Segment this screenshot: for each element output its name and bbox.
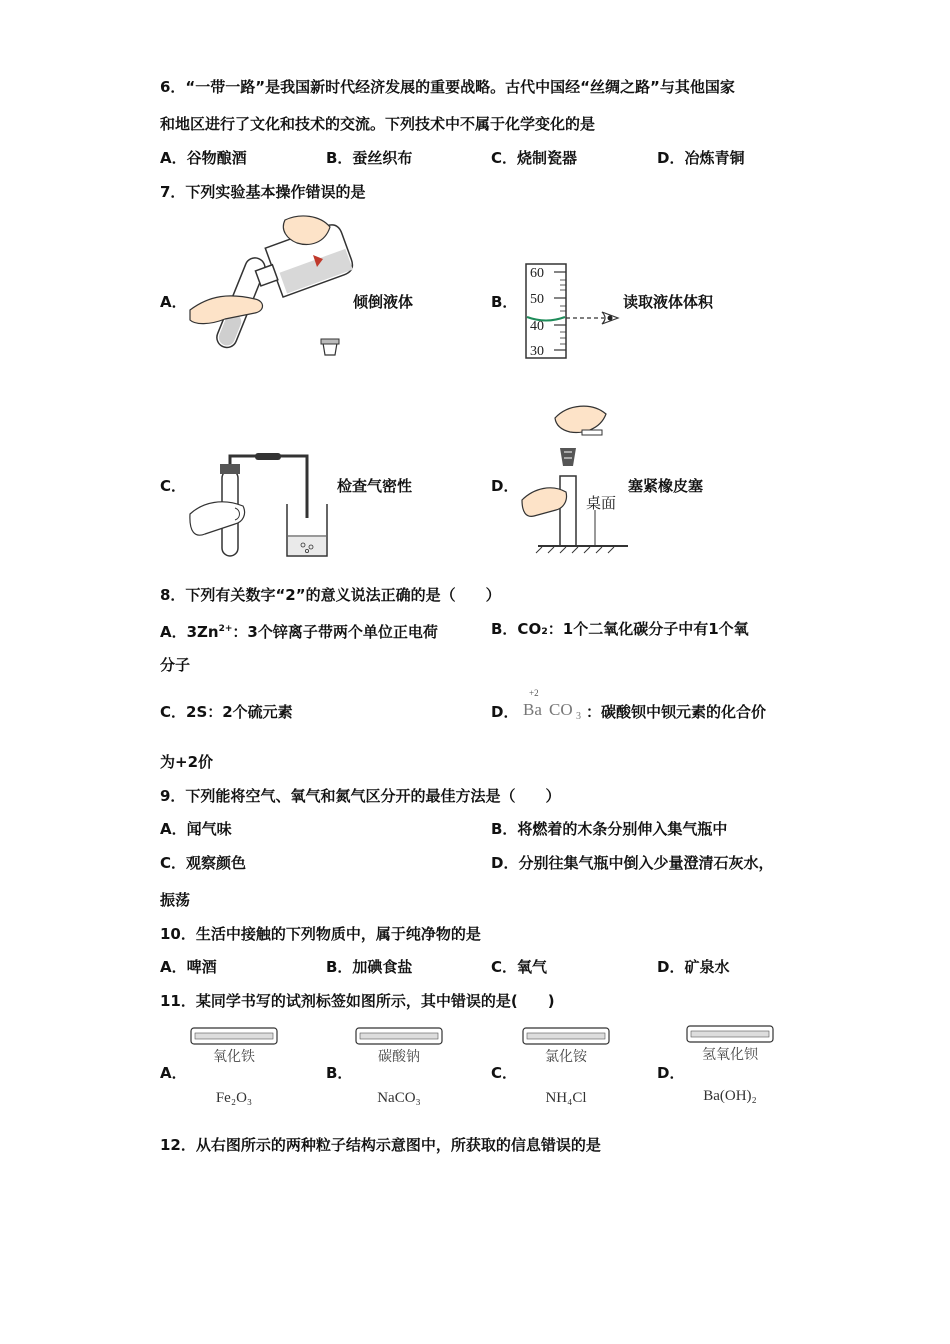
q6-stem-line2: 和地区进行了文化和技术的交流。下列技术中不属于化学变化的是 xyxy=(160,115,596,133)
reagent-label-c xyxy=(522,1027,612,1113)
q6-option-b: B．蚕丝织布 xyxy=(326,149,413,167)
q8-option-d-letter: D． xyxy=(491,703,519,721)
q8-option-c: C．2S：2个硫元素 xyxy=(160,703,293,721)
q7-option-d-caption: 塞紧橡皮塞 xyxy=(628,477,704,495)
q9-option-b: B．将燃着的木条分别伸入集气瓶中 xyxy=(491,820,728,838)
q8-option-b-cont: 分子 xyxy=(160,656,191,674)
reagent-formula-c: NH₄Cl xyxy=(545,1090,587,1106)
q8-stem: 8．下列有关数字“2”的意义说法正确的是（ ） xyxy=(160,586,501,604)
pouring-liquid-figure xyxy=(185,215,355,360)
q10-stem: 10．生活中接触的下列物质中，属于纯净物的是 xyxy=(160,925,481,943)
graduated-cylinder-figure xyxy=(520,262,625,362)
q6-option-c: C．烧制瓷器 xyxy=(491,149,578,167)
q7-option-c-caption: 检查气密性 xyxy=(337,477,413,495)
reagent-name-c: 氯化铵 xyxy=(545,1049,587,1065)
q10-option-c: C．氧气 xyxy=(491,958,548,976)
reagent-formula-d: Ba(OH)₂ xyxy=(703,1088,757,1104)
q11-label-d-letter: D． xyxy=(657,1064,685,1082)
cylinder-tick-30: 30 xyxy=(530,344,544,359)
q8-option-d-cont: 为+2价 xyxy=(160,753,214,771)
q9-option-a: A．闻气味 xyxy=(160,820,232,838)
q12-stem: 12．从右图所示的两种粒子结构示意图中，所获取的信息错误的是 xyxy=(160,1136,601,1154)
q6-stem-line1: 6．“一带一路”是我国新时代经济发展的重要战略。古代中国经“丝绸之路”与其他国家 xyxy=(160,78,735,96)
q11-label-a-letter: A． xyxy=(160,1064,187,1082)
q8-option-d-valence: +2 xyxy=(529,688,539,698)
q8-option-d-co: CO xyxy=(549,700,573,719)
q8-option-a-text: ：3个锌离子带两个单位正电荷 xyxy=(232,623,438,641)
q8-option-a-formula: 3Zn xyxy=(186,623,219,641)
q11-label-c-letter: C． xyxy=(491,1064,518,1082)
q7-stem: 7．下列实验基本操作错误的是 xyxy=(160,183,366,201)
q7-option-b-letter: B． xyxy=(491,293,518,311)
q8-option-a-letter: A． xyxy=(160,623,187,641)
reagent-label-a xyxy=(190,1027,280,1113)
reagent-name-b: 碳酸钠 xyxy=(378,1049,420,1065)
q8-option-a xyxy=(160,619,438,642)
reagent-name-d: 氢氧化钡 xyxy=(702,1047,758,1063)
reagent-label-d xyxy=(686,1025,776,1111)
q7-option-d-letter: D． xyxy=(491,477,519,495)
q7-option-a-letter: A． xyxy=(160,293,187,311)
cylinder-tick-40: 40 xyxy=(530,319,544,334)
q9-option-c: C．观察颜色 xyxy=(160,854,247,872)
q9-stem: 9．下列能将空气、氧气和氮气区分开的最佳方法是（ ） xyxy=(160,787,561,805)
q10-option-a: A．啤酒 xyxy=(160,958,217,976)
q11-stem: 11．某同学书写的试剂标签如图所示，其中错误的是( ) xyxy=(160,992,555,1010)
q8-option-d-sub: 3 xyxy=(576,711,581,722)
q9-option-d: D．分别往集气瓶中倒入少量澄清石灰水， xyxy=(491,854,774,872)
q11-label-b-letter: B． xyxy=(326,1064,353,1082)
q7-option-a-caption: 倾倒液体 xyxy=(353,293,414,311)
q7-option-c-letter: C． xyxy=(160,477,187,495)
stopper-insertion-figure xyxy=(520,400,630,550)
cylinder-tick-50: 50 xyxy=(530,292,544,307)
q6-option-a: A．谷物酿酒 xyxy=(160,149,247,167)
q8-option-a-charge: 2+ xyxy=(218,624,233,634)
cylinder-tick-60: 60 xyxy=(530,266,544,281)
desk-label: 桌面 xyxy=(586,494,617,512)
q10-option-b: B．加碘食盐 xyxy=(326,958,413,976)
reagent-formula-b: NaCO₃ xyxy=(377,1090,421,1106)
reagent-formula-a: Fe₂O₃ xyxy=(215,1090,253,1106)
airtightness-check-figure xyxy=(185,448,335,560)
q7-option-b-caption: 读取液体体积 xyxy=(623,293,714,311)
q8-option-d-ba: Ba xyxy=(523,700,542,719)
q8-option-b: B．CO₂：1个二氧化碳分子中有1个氧 xyxy=(491,620,749,638)
reagent-name-a: 氧化铁 xyxy=(213,1049,255,1065)
reagent-label-b xyxy=(355,1027,445,1113)
q8-option-d-formula xyxy=(523,688,585,726)
q9-option-d-cont: 振荡 xyxy=(160,891,191,909)
q8-option-d-text: ：碳酸钡中钡元素的化合价 xyxy=(586,703,767,721)
q10-option-d: D．矿泉水 xyxy=(657,958,730,976)
q6-option-d: D．冶炼青铜 xyxy=(657,149,745,167)
